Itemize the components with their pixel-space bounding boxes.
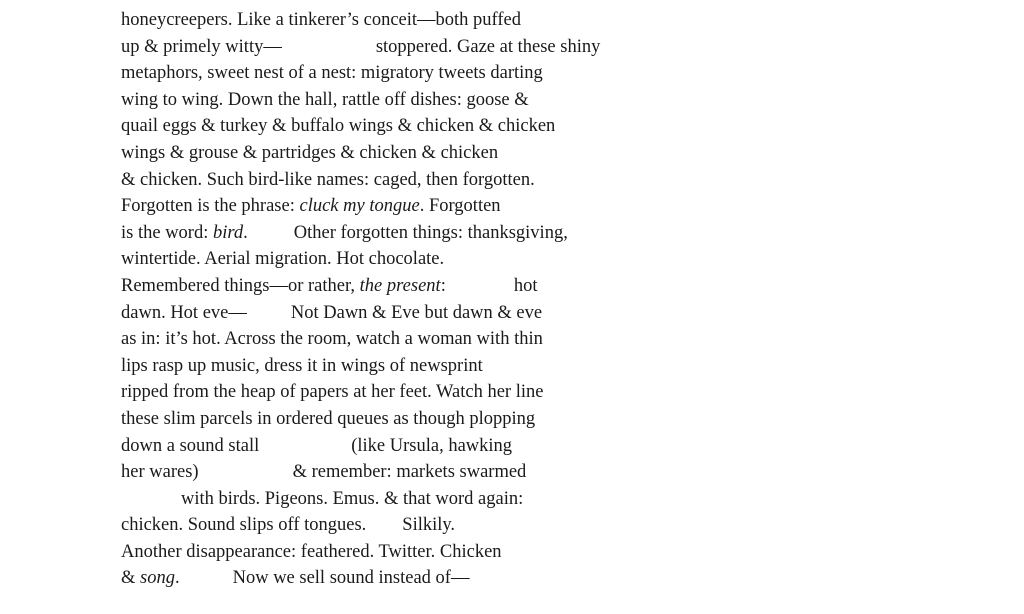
poem-line bbox=[121, 379, 600, 406]
text-segment: lips rasp up music, dress it in wings of newsprint bbox=[121, 355, 483, 376]
text-segment: : bbox=[440, 275, 446, 296]
italic-phrase: cluck my tongue bbox=[299, 196, 420, 217]
text-segment: Now we sell sound instead of— bbox=[232, 568, 470, 589]
text-segment: . bbox=[243, 222, 248, 243]
text-segment: chicken. Sound slips off tongues. bbox=[121, 515, 367, 536]
text-segment: & remember: markets swarmed bbox=[292, 462, 527, 483]
text-segment: Not Dawn & Eve but dawn & eve bbox=[290, 302, 543, 323]
text-segment: Another disappearance: feathered. Twitter. Chicken bbox=[121, 541, 502, 562]
poem-line bbox=[121, 246, 600, 273]
poem-text bbox=[121, 7, 600, 592]
text-segment: . bbox=[174, 568, 180, 589]
poem-line bbox=[121, 406, 600, 433]
text-segment: & bbox=[121, 568, 141, 589]
poem-line bbox=[121, 220, 600, 247]
italic-phrase: bird bbox=[212, 222, 244, 243]
poem-line bbox=[121, 326, 600, 353]
text-segment: (like Ursula, hawking bbox=[351, 435, 513, 456]
text-segment: Forgotten is the phrase: bbox=[121, 196, 300, 217]
poem-line bbox=[121, 273, 600, 300]
text-segment: wing to wing. Down the hall, rattle off dishes: goose & bbox=[121, 89, 529, 110]
text-segment: dawn. Hot eve— bbox=[121, 302, 247, 323]
poem-line bbox=[121, 433, 600, 460]
text-segment: Remembered things—or rather, bbox=[121, 275, 360, 296]
italic-phrase: the present bbox=[359, 275, 441, 296]
poem-line bbox=[121, 7, 600, 34]
text-segment: & chicken. Such bird-like names: caged, then forgotten. bbox=[121, 169, 535, 190]
poem-line bbox=[121, 113, 600, 140]
text-segment: down a sound stall bbox=[121, 435, 260, 456]
text-segment: metaphors, sweet nest of a nest: migratory tweets darting bbox=[121, 63, 543, 84]
text-segment: wings & grouse & partridges & chicken & chicken bbox=[121, 142, 499, 163]
text-segment: hot bbox=[513, 275, 538, 296]
italic-phrase: song bbox=[140, 568, 175, 589]
poem-line bbox=[121, 34, 600, 61]
poem-line bbox=[121, 565, 600, 592]
poem-line bbox=[121, 60, 600, 87]
poem-line bbox=[121, 353, 600, 380]
poem-line bbox=[121, 140, 600, 167]
text-segment: is the word: bbox=[121, 222, 213, 243]
text-segment: Silkily. bbox=[402, 515, 456, 536]
poem-line bbox=[121, 167, 600, 194]
text-segment: stoppered. Gaze at these shiny bbox=[375, 36, 601, 57]
text-segment: as in: it’s hot. Across the room, watch a woman with thin bbox=[121, 329, 543, 350]
poem-line bbox=[121, 193, 600, 220]
text-segment: honeycreepers. Like a tinkerer’s conceit—both puffed bbox=[121, 10, 521, 30]
poem-line bbox=[121, 87, 600, 114]
poem-line bbox=[121, 486, 600, 513]
text-segment: ripped from the heap of papers at her feet. Watch her line bbox=[121, 382, 544, 403]
text-segment: with birds. Pigeons. Emus. & that word again: bbox=[181, 488, 524, 509]
poem-line bbox=[121, 512, 600, 539]
poem-line bbox=[121, 539, 600, 566]
text-segment: Other forgotten things: thanksgiving, bbox=[293, 222, 568, 243]
text-segment: . Forgotten bbox=[419, 196, 501, 217]
text-segment: these slim parcels in ordered queues as though plopping bbox=[121, 408, 536, 429]
text-segment: quail eggs & turkey & buffalo wings & chicken & chicken bbox=[121, 116, 556, 137]
text-segment: wintertide. Aerial migration. Hot chocolate. bbox=[121, 249, 445, 270]
poem-line bbox=[121, 300, 600, 327]
poem-line bbox=[121, 459, 600, 486]
text-segment: her wares) bbox=[121, 462, 199, 483]
text-segment: up & primely witty— bbox=[121, 36, 282, 57]
